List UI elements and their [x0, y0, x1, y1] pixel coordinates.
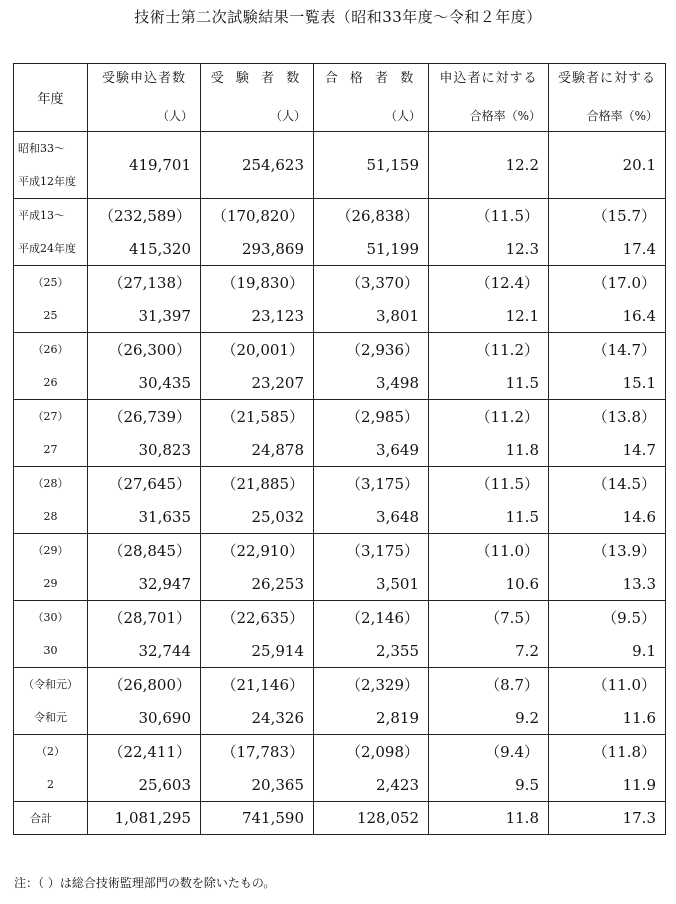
year-cell	[14, 132, 88, 199]
value-cell-passers	[314, 400, 429, 467]
year-cell	[14, 400, 88, 467]
header-examinees-unit: （人）	[269, 109, 306, 123]
value-excluding-rate-exam: （14.7）	[592, 340, 656, 359]
value-excluding-rate-exam: （15.7）	[592, 206, 656, 225]
year-cell	[14, 333, 88, 400]
value-cell-rate-exam	[549, 266, 666, 333]
results-table	[13, 63, 666, 835]
header-passers-cell	[314, 64, 429, 132]
value-excluding-examinees: （21,885）	[221, 474, 304, 493]
year-cell	[14, 668, 88, 735]
total-row	[14, 802, 666, 835]
value-excluding-applicants: （28,845）	[108, 541, 191, 560]
year-label-excluding: （26）	[32, 342, 69, 356]
value-applicants: 415,320	[128, 239, 191, 258]
value-excluding-examinees: （22,635）	[221, 608, 304, 627]
value-cell-applicants	[88, 467, 201, 534]
value-cell-rate-app	[429, 601, 549, 668]
year-label-excluding: （25）	[32, 275, 69, 289]
value-applicants: 30,823	[138, 440, 191, 459]
value-excluding-rate-app: （11.5）	[475, 206, 539, 225]
value-excluding-passers: （3,175）	[346, 541, 419, 560]
value-cell-rate-exam	[549, 668, 666, 735]
value-excluding-passers: （2,098）	[346, 742, 419, 761]
value-excluding-applicants: （26,300）	[108, 340, 191, 359]
total-applicants: 1,081,295	[114, 809, 191, 827]
value-excluding-rate-app: （11.5）	[475, 474, 539, 493]
value-examinees: 293,869	[241, 239, 304, 258]
value-cell-applicants	[88, 400, 201, 467]
year-label: 25	[43, 308, 58, 322]
footnote: 注：（ ）は総合技術監理部門の数を除いたもの。	[14, 876, 276, 890]
value-excluding-applicants: （26,739）	[108, 407, 191, 426]
value-excluding-rate-app: （7.5）	[485, 608, 539, 627]
year-label-bottom: 平成12年度	[18, 174, 76, 188]
table-row	[14, 601, 666, 668]
year-label-excluding: （30）	[32, 610, 69, 624]
value-excluding-passers: （2,146）	[346, 608, 419, 627]
year-cell	[14, 534, 88, 601]
value-excluding-rate-exam: （17.0）	[592, 273, 656, 292]
value-applicants: 25,603	[138, 775, 191, 794]
value-cell-rate-app	[429, 333, 549, 400]
header-year-cell	[14, 64, 88, 132]
value-cell-rate-app	[429, 668, 549, 735]
value-rate-app: 11.8	[505, 440, 539, 459]
total-cell-examinees	[201, 802, 314, 835]
value-applicants: 32,947	[138, 574, 191, 593]
value-excluding-rate-exam: （11.8）	[592, 742, 656, 761]
value-excluding-passers: （2,329）	[346, 675, 419, 694]
value-excluding-applicants: （28,701）	[108, 608, 191, 627]
value-applicants: 419,701	[128, 156, 191, 174]
value-excluding-examinees: （21,585）	[221, 407, 304, 426]
header-year: 年度	[37, 92, 64, 107]
table-row	[14, 534, 666, 601]
value-passers: 3,648	[376, 507, 419, 526]
value-excluding-rate-exam: （13.8）	[592, 407, 656, 426]
header-passers-unit: （人）	[384, 109, 421, 123]
value-cell-rate-exam	[549, 534, 666, 601]
header-passers: 合 格 者 数	[324, 71, 418, 86]
document-title: 技術士第二次試験結果一覧表（昭和33年度～令和２年度）	[134, 8, 542, 26]
year-label-top: 平成13～	[18, 208, 65, 222]
value-rate-exam: 11.9	[622, 775, 656, 794]
header-rate-applicants-cell	[429, 64, 549, 132]
year-label-bottom: 平成24年度	[18, 241, 76, 255]
value-excluding-passers: （26,838）	[336, 206, 419, 225]
value-rate-exam: 15.1	[622, 373, 656, 392]
value-cell-rate-app	[429, 266, 549, 333]
year-label: 30	[43, 643, 58, 657]
year-label-top: 昭和33～	[18, 141, 65, 155]
value-cell-examinees	[201, 735, 314, 802]
year-cell	[14, 199, 88, 266]
value-rate-app: 11.5	[505, 373, 539, 392]
value-examinees: 23,207	[251, 373, 304, 392]
value-rate-app: 11.5	[505, 507, 539, 526]
value-excluding-examinees: （21,146）	[221, 675, 304, 694]
table-row	[14, 400, 666, 467]
value-cell-rate-exam	[549, 400, 666, 467]
total-cell-applicants	[88, 802, 201, 835]
value-cell-rate-app	[429, 467, 549, 534]
value-cell-passers	[314, 668, 429, 735]
value-excluding-passers: （2,936）	[346, 340, 419, 359]
value-excluding-rate-app: （8.7）	[485, 675, 539, 694]
header-rate-examinees-cell	[549, 64, 666, 132]
total-rate-exam: 17.3	[622, 809, 656, 827]
header-applicants-unit: （人）	[156, 109, 193, 123]
year-label: 2	[47, 777, 54, 791]
value-cell-examinees	[201, 199, 314, 266]
value-passers: 3,501	[376, 574, 419, 593]
value-applicants: 30,435	[138, 373, 191, 392]
value-cell-passers	[314, 132, 429, 199]
value-cell-rate-exam	[549, 333, 666, 400]
total-cell-rate-exam	[549, 802, 666, 835]
value-cell-rate-exam	[549, 735, 666, 802]
header-examinees: 受 験 者 数	[210, 71, 304, 86]
value-cell-passers	[314, 534, 429, 601]
value-cell-applicants	[88, 333, 201, 400]
value-excluding-rate-app: （9.4）	[485, 742, 539, 761]
value-excluding-rate-app: （11.0）	[475, 541, 539, 560]
value-rate-app: 12.2	[505, 156, 539, 174]
value-rate-app: 10.6	[505, 574, 539, 593]
value-excluding-rate-exam: （13.9）	[592, 541, 656, 560]
value-cell-applicants	[88, 601, 201, 668]
header-row	[14, 64, 666, 132]
value-cell-rate-app	[429, 199, 549, 266]
value-rate-app: 7.2	[515, 641, 539, 660]
value-cell-examinees	[201, 534, 314, 601]
value-cell-applicants	[88, 534, 201, 601]
value-applicants: 30,690	[138, 708, 191, 727]
table-row	[14, 467, 666, 534]
value-cell-examinees	[201, 467, 314, 534]
value-excluding-rate-exam: （9.5）	[602, 608, 656, 627]
table-row	[14, 668, 666, 735]
value-passers: 51,199	[366, 239, 419, 258]
value-excluding-rate-app: （11.2）	[475, 407, 539, 426]
value-cell-examinees	[201, 132, 314, 199]
year-label-excluding: （27）	[32, 409, 69, 423]
value-cell-rate-app	[429, 132, 549, 199]
value-rate-exam: 14.6	[622, 507, 656, 526]
value-cell-rate-exam	[549, 199, 666, 266]
total-examinees: 741,590	[241, 809, 304, 827]
value-passers: 2,355	[376, 641, 419, 660]
total-rate-app: 11.8	[505, 809, 539, 827]
value-examinees: 23,123	[251, 306, 304, 325]
value-cell-passers	[314, 601, 429, 668]
value-cell-passers	[314, 735, 429, 802]
value-rate-app: 12.3	[505, 239, 539, 258]
value-excluding-examinees: （170,820）	[211, 206, 304, 225]
value-examinees: 25,032	[251, 507, 304, 526]
table-row	[14, 199, 666, 266]
value-cell-applicants	[88, 735, 201, 802]
value-passers: 2,423	[376, 775, 419, 794]
value-rate-app: 12.1	[505, 306, 539, 325]
value-examinees: 25,914	[251, 641, 304, 660]
table-row	[14, 735, 666, 802]
year-label: 27	[43, 442, 58, 456]
value-rate-exam: 14.7	[622, 440, 656, 459]
value-applicants: 32,744	[138, 641, 191, 660]
year-cell	[14, 601, 88, 668]
year-label-excluding: （29）	[32, 543, 69, 557]
value-passers: 3,801	[376, 306, 419, 325]
value-cell-applicants	[88, 199, 201, 266]
header-rate-applicants-unit: 合格率（%）	[469, 109, 541, 123]
year-label: 29	[43, 576, 58, 590]
year-cell	[14, 735, 88, 802]
value-excluding-rate-exam: （14.5）	[592, 474, 656, 493]
value-excluding-applicants: （232,589）	[98, 206, 191, 225]
value-rate-app: 9.2	[515, 708, 539, 727]
value-rate-exam: 16.4	[622, 306, 656, 325]
value-examinees: 20,365	[251, 775, 304, 794]
header-applicants-cell	[88, 64, 201, 132]
value-cell-rate-exam	[549, 601, 666, 668]
value-cell-examinees	[201, 601, 314, 668]
value-excluding-examinees: （17,783）	[221, 742, 304, 761]
value-examinees: 24,326	[251, 708, 304, 727]
year-label: 28	[43, 509, 58, 523]
value-cell-applicants	[88, 668, 201, 735]
value-cell-examinees	[201, 668, 314, 735]
value-excluding-applicants: （22,411）	[108, 742, 191, 761]
value-cell-passers	[314, 333, 429, 400]
header-rate-examinees-unit: 合格率（%）	[586, 109, 658, 123]
value-rate-exam: 17.4	[622, 239, 656, 258]
value-examinees: 24,878	[251, 440, 304, 459]
value-cell-passers	[314, 467, 429, 534]
table-row	[14, 132, 666, 199]
value-cell-examinees	[201, 266, 314, 333]
value-excluding-applicants: （26,800）	[108, 675, 191, 694]
year-label: 令和元	[34, 710, 67, 724]
year-label-excluding: （28）	[32, 476, 69, 490]
value-applicants: 31,397	[138, 306, 191, 325]
value-rate-exam: 13.3	[622, 574, 656, 593]
year-label: 26	[43, 375, 58, 389]
header-rate-examinees: 受験者に対する	[557, 71, 656, 86]
value-excluding-applicants: （27,645）	[108, 474, 191, 493]
value-cell-rate-exam	[549, 132, 666, 199]
value-cell-rate-app	[429, 735, 549, 802]
value-cell-applicants	[88, 266, 201, 333]
value-rate-exam: 20.1	[622, 156, 656, 174]
year-cell	[14, 467, 88, 534]
value-examinees: 254,623	[241, 156, 304, 174]
value-passers: 2,819	[376, 708, 419, 727]
value-rate-app: 9.5	[515, 775, 539, 794]
table-row	[14, 333, 666, 400]
table-row	[14, 266, 666, 333]
value-rate-exam: 9.1	[632, 641, 656, 660]
value-cell-examinees	[201, 400, 314, 467]
value-examinees: 26,253	[251, 574, 304, 593]
value-cell-rate-app	[429, 534, 549, 601]
total-passers: 128,052	[356, 809, 419, 827]
header-applicants: 受験申込者数	[101, 71, 186, 86]
value-excluding-examinees: （19,830）	[221, 273, 304, 292]
value-passers: 3,498	[376, 373, 419, 392]
header-examinees-cell	[201, 64, 314, 132]
total-cell-passers	[314, 802, 429, 835]
value-cell-rate-app	[429, 400, 549, 467]
value-cell-examinees	[201, 333, 314, 400]
value-excluding-examinees: （20,001）	[221, 340, 304, 359]
value-passers: 3,649	[376, 440, 419, 459]
value-excluding-rate-exam: （11.0）	[592, 675, 656, 694]
year-cell	[14, 266, 88, 333]
value-excluding-rate-app: （11.2）	[475, 340, 539, 359]
value-cell-rate-exam	[549, 467, 666, 534]
value-cell-passers	[314, 266, 429, 333]
header-rate-applicants: 申込者に対する	[439, 71, 538, 86]
value-rate-exam: 11.6	[622, 708, 656, 727]
total-label: 合計	[30, 812, 52, 825]
value-excluding-applicants: （27,138）	[108, 273, 191, 292]
value-cell-passers	[314, 199, 429, 266]
total-cell-rate-app	[429, 802, 549, 835]
value-applicants: 31,635	[138, 507, 191, 526]
year-label-excluding: （令和元）	[23, 677, 78, 691]
year-label-excluding: （2）	[36, 744, 65, 758]
value-excluding-passers: （2,985）	[346, 407, 419, 426]
value-cell-applicants	[88, 132, 201, 199]
value-passers: 51,159	[366, 156, 419, 174]
value-excluding-passers: （3,370）	[346, 273, 419, 292]
total-label-cell	[14, 802, 88, 835]
value-excluding-rate-app: （12.4）	[475, 273, 539, 292]
value-excluding-passers: （3,175）	[346, 474, 419, 493]
value-excluding-examinees: （22,910）	[221, 541, 304, 560]
